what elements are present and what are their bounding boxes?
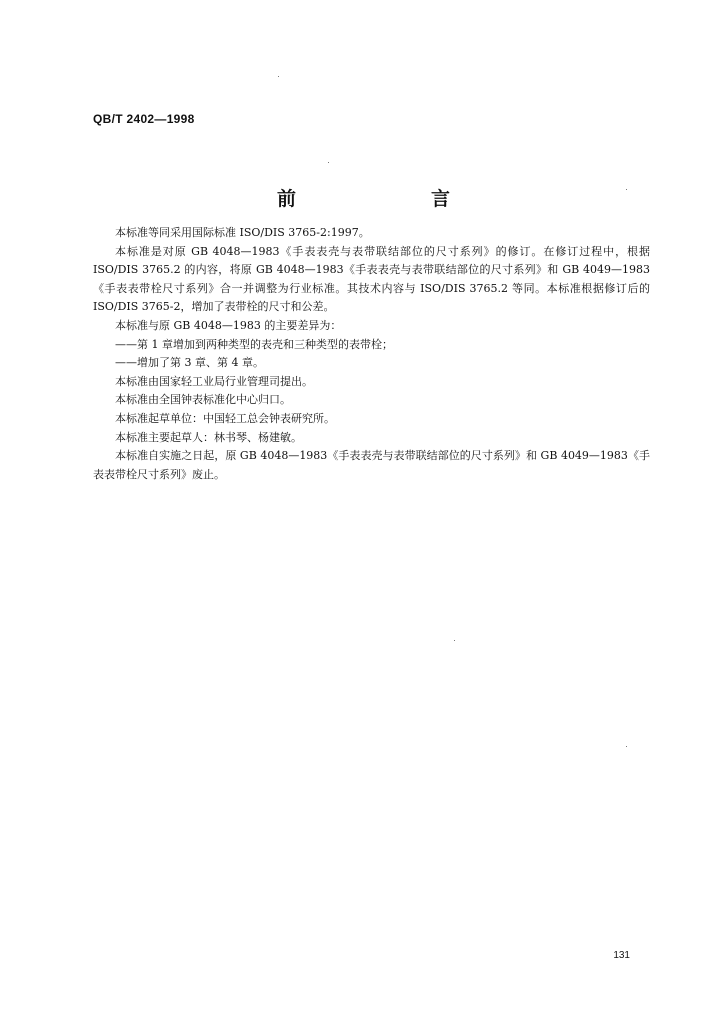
foreword-body xyxy=(93,224,650,484)
paragraph-drafters: 本标准主要起草人：林书琴、杨建敏。 xyxy=(115,430,302,444)
page-number: 131 xyxy=(613,950,630,961)
paragraph-drafting-unit: 本标准起草单位：中国轻工总会钟表研究所。 xyxy=(115,411,335,425)
scan-speck xyxy=(328,162,329,163)
paragraph-revision: 本标准是对原 GB 4048—1983《手表表壳与表带联结部位的尺寸系列》的修订。在修订过程中，根据 ISO/DIS 3765.2 的内容，将原 GB 4048—1983《手表表壳与表带联结部位的尺寸系列》和 GB 4049—1983《手表表带栓尺寸系列》合一并调整为行业标准。其技术内容与 ISO/DIS 3765.2 等同。本标准根据修订后的 ISO/DIS 3765-2，增加了表带栓的尺寸和公差。 xyxy=(93,244,650,314)
paragraph-administrator: 本标准由全国钟表标准化中心归口。 xyxy=(115,393,291,407)
paragraph-difference-1: ——第 1 章增加到两种类型的表壳和三种类型的表带栓； xyxy=(115,337,393,351)
paragraph-difference-2: ——增加了第 3 章、第 4 章。 xyxy=(115,356,264,370)
paragraph-supersession: 本标准自实施之日起，原 GB 4048—1983《手表表壳与表带联结部位的尺寸系列》和 GB 4049—1983《手表表带栓尺寸系列》废止。 xyxy=(93,449,650,481)
scan-speck xyxy=(278,76,279,77)
scan-speck xyxy=(454,640,455,641)
paragraph-adoption: 本标准等同采用国际标准 ISO/DIS 3765-2:1997。 xyxy=(115,226,370,239)
scan-speck xyxy=(626,189,627,190)
standard-code: QB/T 2402—1998 xyxy=(93,112,195,126)
scan-speck xyxy=(626,746,627,747)
paragraph-differences-intro: 本标准与原 GB 4048—1983 的主要差异为： xyxy=(115,318,342,332)
page-title: 前 言 xyxy=(276,188,508,210)
paragraph-proposer: 本标准由国家轻工业局行业管理司提出。 xyxy=(115,374,313,388)
